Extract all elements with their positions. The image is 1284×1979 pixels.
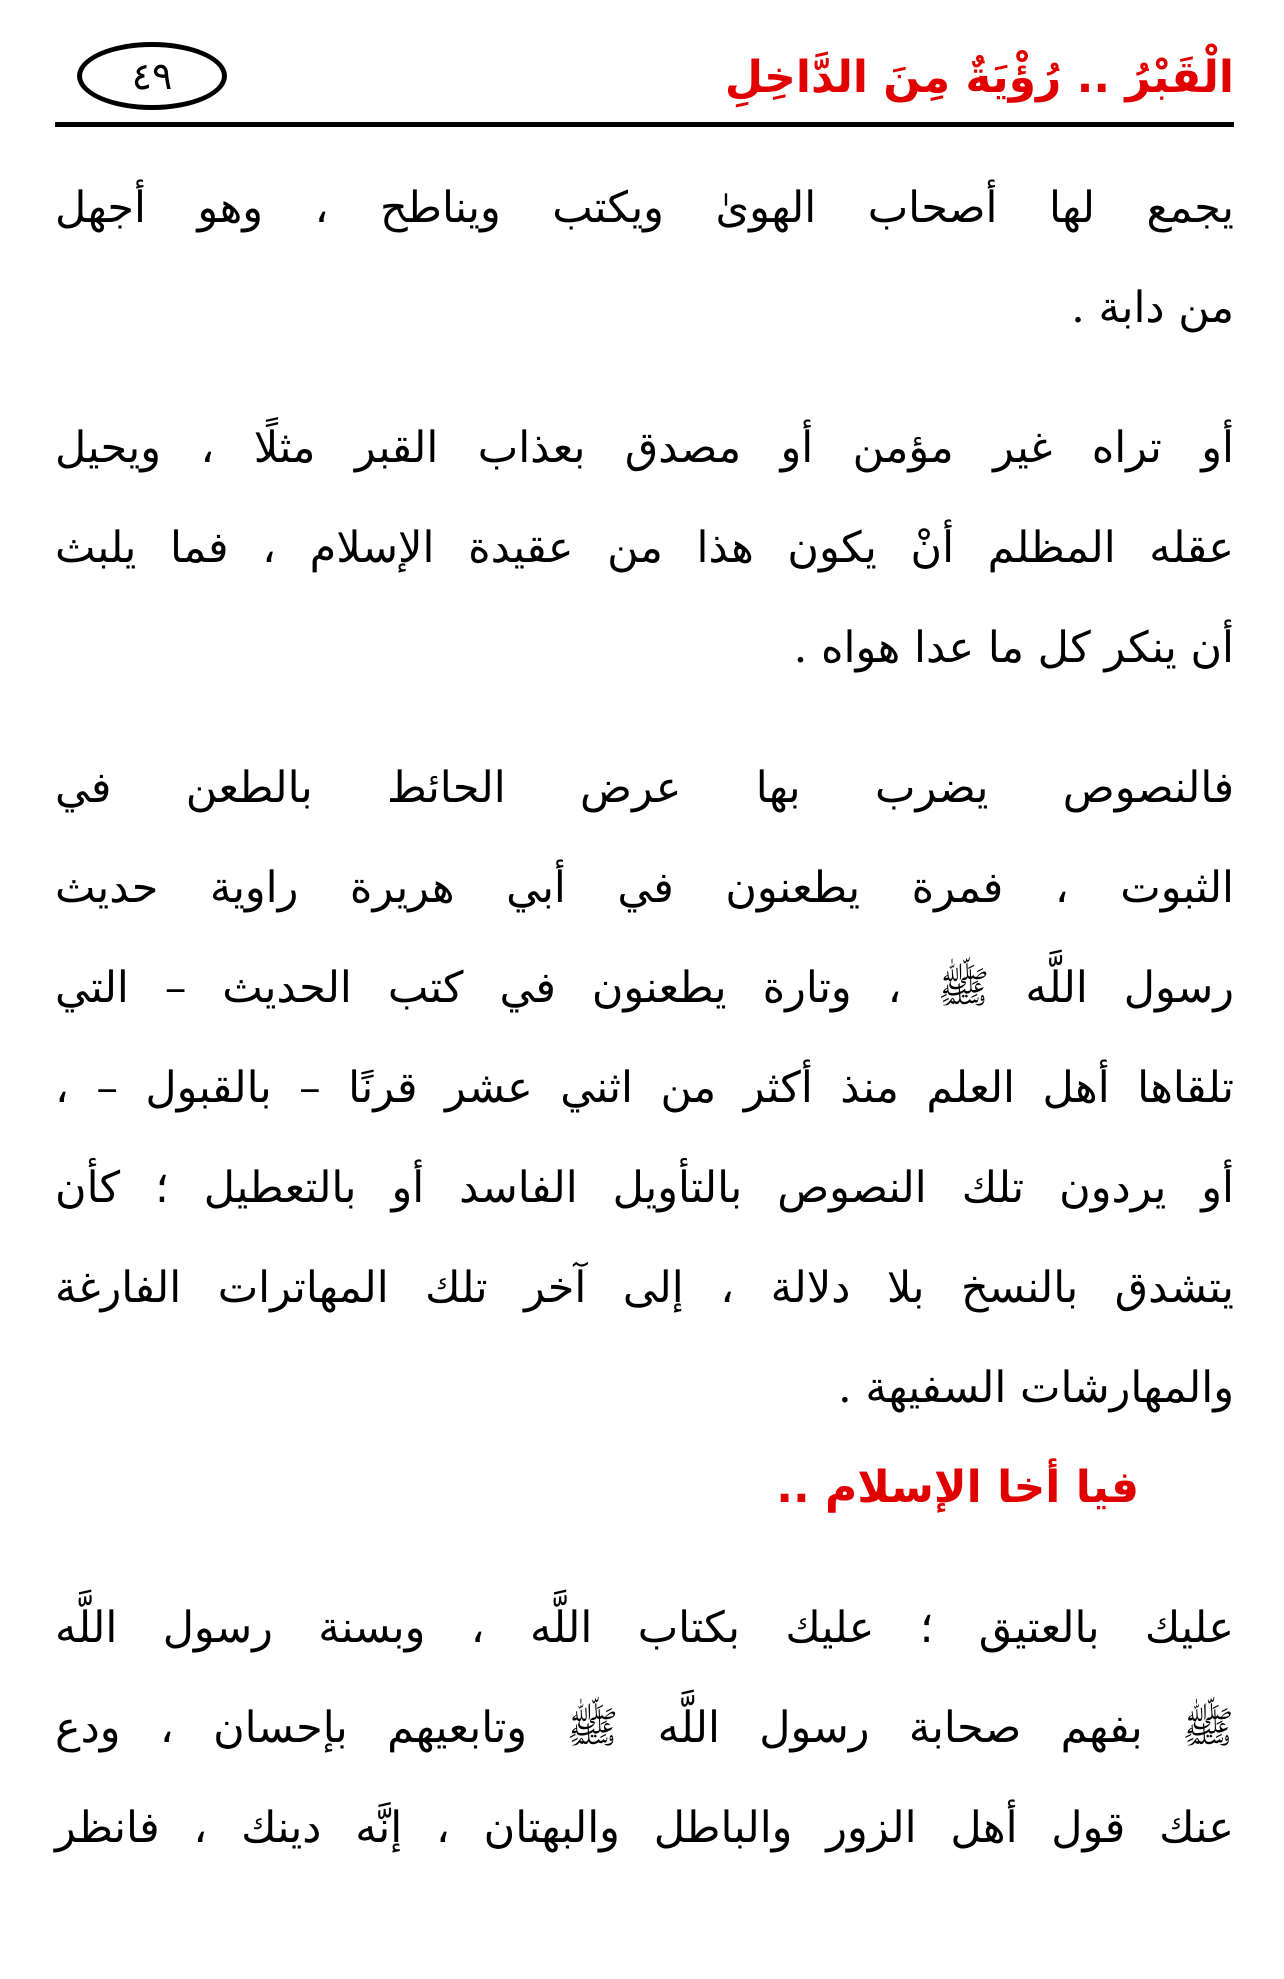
text-line: أو يردون تلك النصوص بالتأويل الفاسد أو بالتعطيل ؛ كأن [55, 1163, 1234, 1213]
page-header [55, 38, 1234, 128]
text-line: عليك بالعتيق ؛ عليك بكتاب اللَّه ، وبسنة رسول اللَّه [55, 1603, 1234, 1653]
page-number: ٤٩ [77, 42, 227, 110]
paragraph-4 [55, 1578, 1234, 1878]
text-line: عنك قول أهل الزور والباطل والبهتان ، إنَّه دينك ، فانظر [55, 1803, 1234, 1853]
text-line: فالنصوص يضرب بها عرض الحائط بالطعن في [55, 763, 1234, 813]
paragraph-3 [55, 738, 1234, 1438]
paragraph-spacer [55, 358, 1234, 398]
text-line: يجمع لها أصحاب الهوىٰ ويكتب ويناطح ، وهو أجهل [55, 183, 1234, 233]
paragraph-1 [55, 158, 1234, 358]
header-divider [55, 122, 1234, 127]
paragraph-spacer [55, 1538, 1234, 1578]
section-subheading: فيا أخا الإسلام .. [776, 1462, 1139, 1513]
page-body [55, 158, 1234, 1878]
text-line: أن ينكر كل ما عدا هواه . [793, 623, 1234, 673]
text-line: ﷺ بفهم صحابة رسول اللَّه ﷺ وتابعيهم بإحسان ، ودع [55, 1703, 1234, 1753]
text-line: من دابة . [1071, 283, 1234, 333]
text-line: رسول اللَّه ﷺ ، وتارة يطعنون في كتب الحديث – التي [55, 963, 1234, 1013]
text-line: عقله المظلم أنْ يكون هذا من عقيدة الإسلام ، فما يلبث [55, 523, 1234, 573]
text-line: يتشدق بالنسخ بلا دلالة ، إلى آخر تلك المهاترات الفارغة [55, 1263, 1234, 1313]
running-title: الْقَبْرُ .. رُؤْيَةٌ مِنَ الدَّاخِلِ [724, 52, 1234, 103]
text-line: والمهارشات السفيهة . [838, 1363, 1234, 1413]
text-line: الثبوت ، فمرة يطعنون في أبي هريرة راوية حديث [55, 863, 1234, 913]
text-line: تلقاها أهل العلم منذ أكثر من اثني عشر قرنًا – بالقبول – ، [55, 1063, 1234, 1113]
paragraph-spacer [55, 698, 1234, 738]
text-line: أو تراه غير مؤمن أو مصدق بعذاب القبر مثلًا ، ويحيل [55, 423, 1234, 473]
paragraph-2 [55, 398, 1234, 698]
